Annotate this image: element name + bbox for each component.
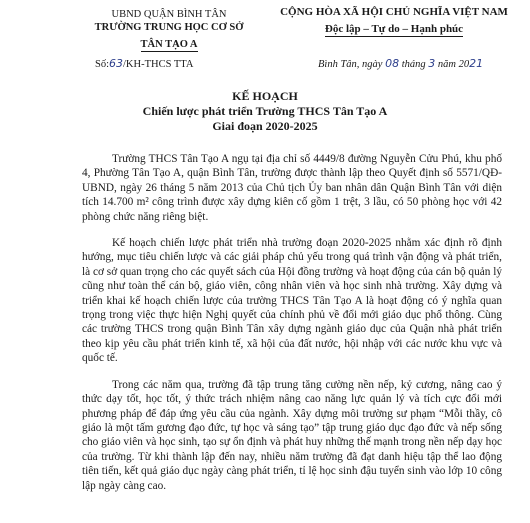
issuing-agency-block (76, 8, 262, 52)
body-paragraph: Kế hoạch chiến lược phát triển nhà trường đoạn 2020-2025 nhằm xác định rõ định hướng, mục tiêu chiến lược và các giải pháp chủ yếu trong quá trình vận động và phát triển, là cơ sở quan trọng cho các quyết sách của Hội đồng trường và hoạt động của cán bộ quản lý cũng như toàn thể cán bộ, giáo viên, công nhân viên và học sinh nhà trường. Xây dựng và triển khai kế hoạch chiến lược của trường THCS Tân Tạo A là hoạt động có ý nghĩa quan trọng trong việc thực hiện Nghị quyết của chính phủ về đổi mới giáo dục phổ thông. Cùng các trường THCS trong quận Bình Tân xây dựng ngành giáo dục của Quận nhà phát triển theo kịp yêu cầu phát triển kinh tế, xã hội của đất nước, hội nhập với các nước khu vực và quốc tế. (82, 237, 502, 365)
district-committee: UBND QUẬN BÌNH TÂN (111, 9, 227, 20)
body-paragraph: Trong các năm qua, trường đã tập trung tăng cường nền nếp, kỷ cương, nâng cao ý thức dạy tốt, học tốt, ý thức trách nhiệm nâng cao năng lực quản lý và tích cực đổi mới phương pháp để đáp ứng yêu cầu của ngành. Xây dựng môi trường sư phạm “Mỗi thầy, cô giáo là một tấm gương đạo đức, tự học và sáng tạo” tập trung giáo dục đạo đức và nếp sống cho giáo viên và học sinh, tạo sự ổn định và phát huy những thế mạnh trong nền nếp dạy học của trường. Từ khi thành lập đến nay, nhiều năm trường đã đạt danh hiệu tập thể lao động tiên tiến, kết quả giáo dục ngày càng phát triển, tỉ lệ học sinh đậu tuyển sinh vào lớp 10 công lập ngày càng cao. (82, 378, 502, 492)
document-type-title: KẾ HOẠCH (232, 89, 298, 103)
document-body (82, 152, 502, 505)
date-year: 21 (469, 57, 484, 70)
document-period-title: Giai đoạn 2020-2025 (212, 119, 318, 133)
document-date (318, 57, 483, 70)
date-place: Bình Tân, ngày (318, 59, 386, 70)
doc-number-prefix: Số: (95, 59, 110, 70)
document-subject-title: Chiến lược phát triển Trường THCS Tân Tạo A (142, 104, 388, 118)
doc-number-suffix: /KH-THCS TTA (123, 59, 194, 70)
date-day: 08 (385, 57, 400, 70)
document-number (95, 57, 193, 70)
doc-number-handwritten: 63 (109, 57, 124, 70)
national-motto: Độc lập – Tự do – Hạnh phúc (324, 23, 464, 35)
date-month-label: tháng (399, 59, 429, 70)
country-name: CỘNG HÒA XÃ HỘI CHỦ NGHĨA VIỆT NAM (280, 6, 508, 18)
date-year-label: năm 20 (435, 59, 470, 70)
date-month: 3 (428, 57, 436, 70)
body-paragraph: Trường THCS Tân Tạo A ngụ tại địa chỉ số 4449/8 đường Nguyễn Cửu Phú, khu phố 4, Phường Tân Tạo A, quận Bình Tân, trường được thành lập theo Quyết định số 5571/QĐ-UBND, ngày 26 tháng 5 năm 2013 của Chủ tịch Ủy ban nhân dân Quận Bình Tân với diện tích 14.700 m² công trình được xây dựng kiên cố gồm 1 trệt, 3 lầu, có 50 phòng học với 42 phòng chức năng riêng biệt. (82, 153, 502, 223)
school-type: TRƯỜNG TRUNG HỌC CƠ SỞ (94, 22, 244, 33)
school-name: TÂN TẠO A (140, 39, 198, 50)
national-motto-block (262, 5, 526, 37)
